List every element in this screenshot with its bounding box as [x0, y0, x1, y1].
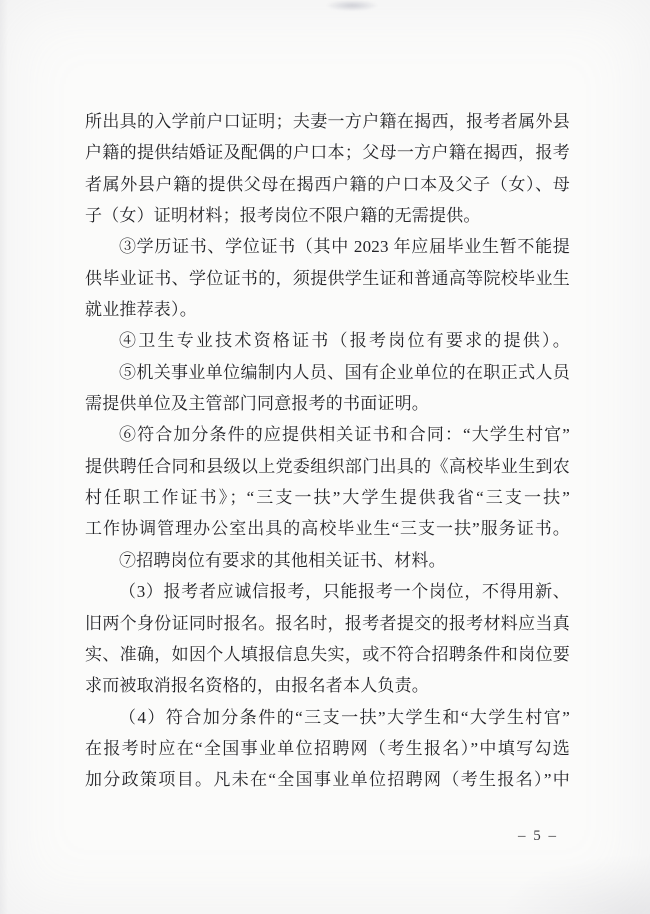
text-line: 就业推荐表）。 [85, 300, 197, 320]
text-line: 供毕业证书、学位证书的，须提供学生证和普通高等院校毕业生 [85, 268, 570, 288]
text-line: 在报考时应在“全国事业单位招聘网（考生报名）”中填写勾选 [85, 738, 570, 758]
text-line: （4）符合加分条件的“三支一扶”大学生和“大学生村官” [119, 707, 570, 727]
text-line: 求而被取消报名资格的，由报名者本人负责。 [85, 676, 429, 696]
text-line: 子（女）证明材料；报考岗位不限户籍的无需提供。 [85, 206, 481, 226]
text-line: 实、准确，如因个人填报信息失实，或不符合招聘条件和岗位要 [85, 644, 570, 664]
text-line: 村任职工作证书》；“三支一扶”大学生提供我省“三支一扶” [85, 488, 570, 508]
text-line: ⑥符合加分条件的应提供相关证书和合同：“大学生村官” [119, 425, 570, 445]
body-text [85, 106, 570, 796]
text-line: ④卫生专业技术资格证书（报考岗位有要求的提供）。 [119, 331, 570, 351]
text-line: ③学历证书、学位证书（其中 2023 年应届毕业生暂不能提 [119, 237, 570, 257]
text-line: （3）报考者应诚信报考，只能报考一个岗位，不得用新、 [119, 582, 570, 602]
text-line: 工作协调管理办公室出具的高校毕业生“三支一扶”服务证书。 [85, 519, 570, 539]
text-line: 加分政策项目。凡未在“全国事业单位招聘网（考生报名）”中 [85, 770, 570, 790]
text-line: ⑦招聘岗位有要求的其他相关证书、材料。 [119, 550, 446, 570]
scan-smudge [500, 854, 650, 914]
text-line: 旧两个身份证同时报名。报名时，报考者提交的报考材料应当真 [85, 613, 570, 633]
scan-edge-shadow [0, 0, 8, 914]
text-line: 所出具的入学前户口证明；夫妻一方户籍在揭西，报考者属外县 [85, 112, 570, 131]
text-line: ⑤机关事业单位编制内人员、国有企业单位的在职正式人员 [119, 362, 570, 382]
page-number: – 5 – [518, 828, 558, 844]
text-line: 者属外县户籍的提供父母在揭西户籍的户口本及父子（女）、母 [85, 174, 570, 194]
text-line: 提供聘任合同和县级以上党委组织部门出具的《高校毕业生到农 [85, 456, 570, 476]
text-line: 需提供单位及主管部门同意报考的书面证明。 [85, 394, 429, 414]
scan-smudge [326, 0, 378, 11]
text-line: 户籍的提供结婚证及配偶的户口本；父母一方户籍在揭西，报考 [85, 143, 570, 163]
